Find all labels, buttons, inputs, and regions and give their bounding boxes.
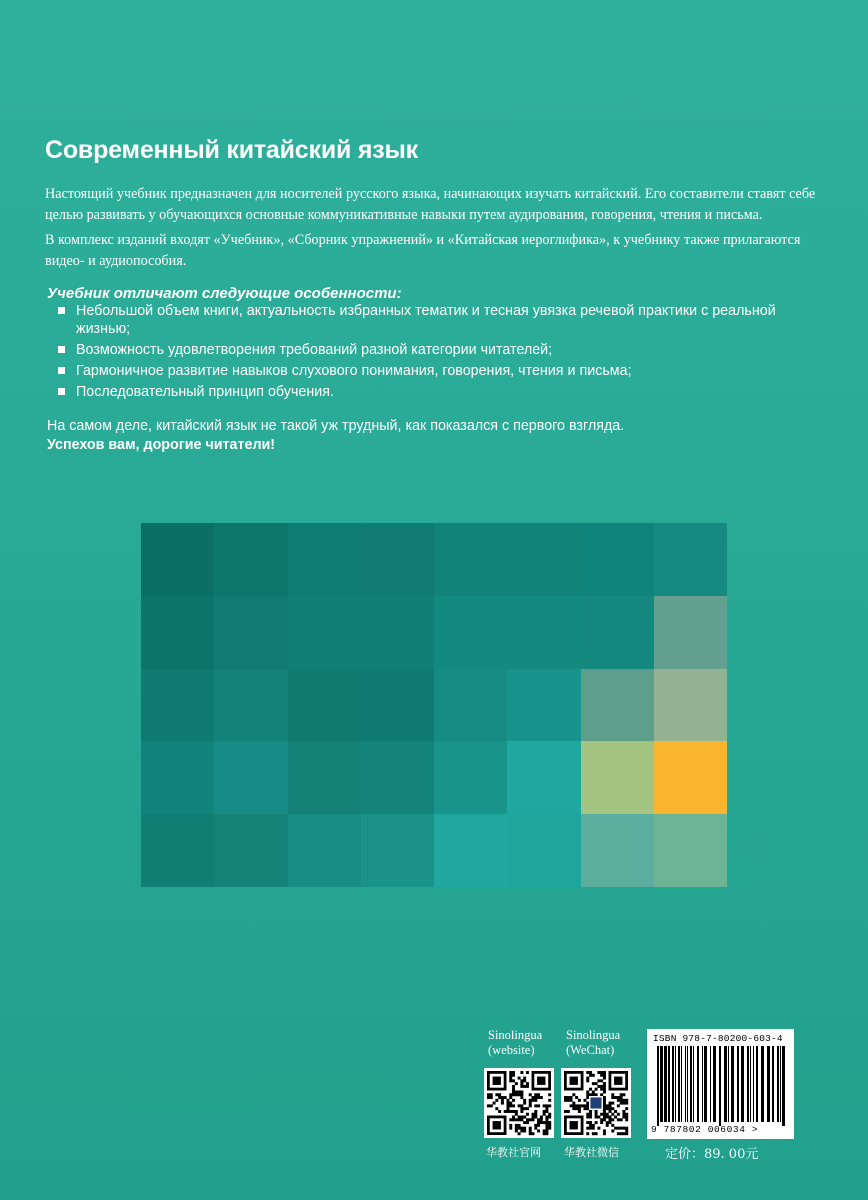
good-luck-wish: Успехов вам, дорогие читатели!	[47, 437, 276, 453]
mosaic-tile	[361, 814, 434, 887]
mosaic-tile	[654, 814, 727, 887]
mosaic-tile	[507, 523, 580, 596]
barcode-digits: 9 787802 006034 >	[651, 1124, 759, 1135]
mosaic-tile	[141, 523, 214, 596]
mosaic-tile	[507, 741, 580, 814]
mosaic-tile	[434, 596, 507, 669]
mosaic-tile	[581, 596, 654, 669]
feature-item: Гармоничное развитие навыков слухового понимания, говорения, чтения и письма;	[52, 362, 812, 380]
intro-paragraph: Настоящий учебник предназначен для носителей русского языка, начинающих изучать китайский. Его составители ставят себе целью развивать у обучающихся основные коммуникативные навыки путем аудирования, говорения, чтения и письма.	[45, 186, 816, 223]
isbn-barcode	[647, 1029, 794, 1139]
mosaic-tile	[288, 814, 361, 887]
kit-paragraph: В комплекс изданий входят «Учебник», «Сборник упражнений» и «Китайская иероглифика», к учебнику также прилагаются видео- и аудиопособия.	[45, 232, 801, 269]
mosaic-tile	[654, 669, 727, 742]
website-qr-code[interactable]	[484, 1068, 554, 1138]
feature-item: Возможность удовлетворения требований разной категории читателей;	[52, 341, 812, 359]
mosaic-tile	[214, 741, 287, 814]
mosaic-tile	[434, 814, 507, 887]
bullet-square-icon	[58, 307, 65, 314]
mosaic-tile	[288, 669, 361, 742]
mosaic-tile	[288, 523, 361, 596]
mosaic-tile	[654, 741, 727, 814]
mosaic-tile	[361, 596, 434, 669]
mosaic-tile	[434, 741, 507, 814]
qr-wechat-caption: 华教社微信	[564, 1146, 619, 1159]
mosaic-tile	[141, 596, 214, 669]
mosaic-tile	[581, 814, 654, 887]
bullet-square-icon	[58, 367, 65, 374]
mosaic-tile	[654, 596, 727, 669]
barcode-bars-icon	[647, 1029, 794, 1139]
bullet-square-icon	[58, 346, 65, 353]
mosaic-tile	[581, 523, 654, 596]
mosaic-tile	[581, 669, 654, 742]
price-label: 定价：89. 00元	[665, 1147, 759, 1162]
features-list	[52, 302, 812, 404]
mosaic-tile	[141, 814, 214, 887]
mosaic-tile	[361, 523, 434, 596]
features-heading: Учебник отличают следующие особенности:	[47, 285, 402, 302]
mosaic-tile	[141, 741, 214, 814]
mosaic-tile	[214, 814, 287, 887]
mosaic-tile	[434, 669, 507, 742]
mosaic-tile	[434, 523, 507, 596]
mosaic-tile	[288, 741, 361, 814]
isbn-number: ISBN 978-7-80200-603-4	[653, 1033, 783, 1044]
mosaic-tile	[361, 669, 434, 742]
feature-item: Небольшой объем книги, актуальность избранных тематик и тесная увязка речевой практики с реальной жизнью;	[52, 302, 812, 338]
feature-item: Последовательный принцип обучения.	[52, 383, 812, 401]
bullet-square-icon	[58, 388, 65, 395]
mosaic-tile	[507, 596, 580, 669]
mosaic-tile	[507, 814, 580, 887]
qr-code-icon	[561, 1068, 631, 1138]
mosaic-tile	[214, 523, 287, 596]
mosaic-tile	[507, 669, 580, 742]
qr-code-icon	[484, 1068, 554, 1138]
book-title: Современный китайский язык	[45, 136, 418, 164]
mosaic-tile	[654, 523, 727, 596]
mosaic-tile	[214, 669, 287, 742]
mosaic-tile	[581, 741, 654, 814]
wechat-qr-code[interactable]	[561, 1068, 631, 1138]
qr-website-label: Sinolingua (website)	[488, 1028, 543, 1057]
qr-wechat-label: Sinolingua (WeChat)	[566, 1028, 621, 1057]
pixel-mosaic-artwork	[141, 523, 727, 887]
closing-sentence: На самом деле, китайский язык не такой уж трудный, как показался с первого взгляда.	[47, 418, 625, 434]
mosaic-tile	[361, 741, 434, 814]
qr-website-caption: 华教社官网	[486, 1146, 541, 1159]
mosaic-tile	[141, 669, 214, 742]
mosaic-tile	[214, 596, 287, 669]
mosaic-tile	[288, 596, 361, 669]
